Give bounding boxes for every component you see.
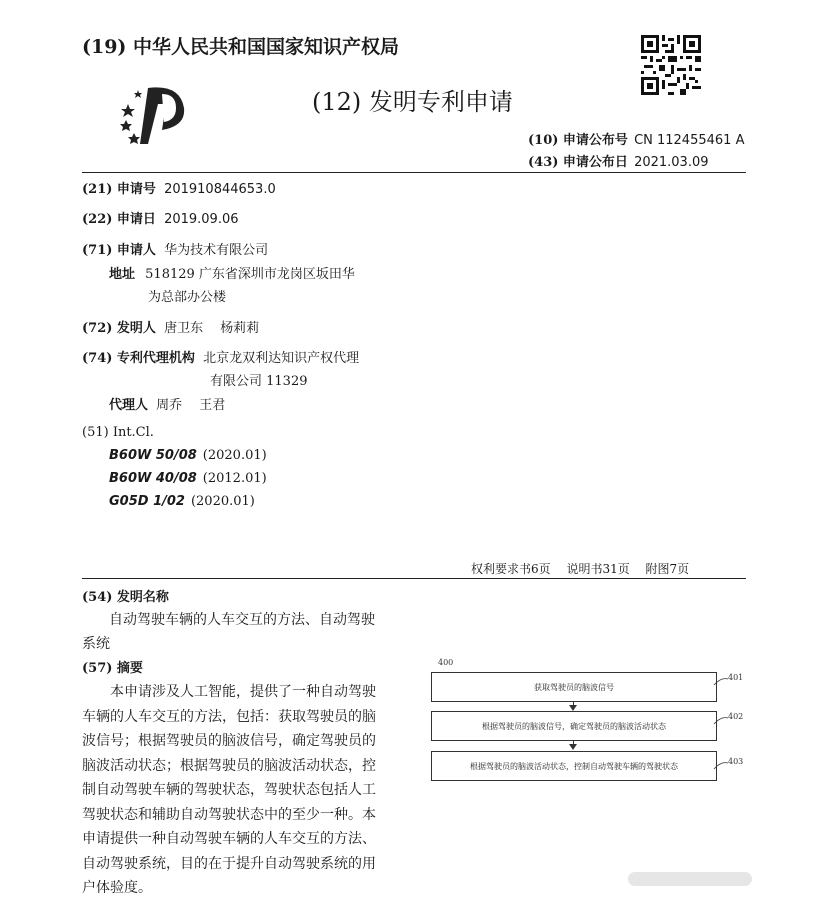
agent	[109, 394, 225, 413]
abstract-body	[82, 680, 412, 901]
publication-number	[528, 129, 744, 148]
ipc-classification	[109, 471, 267, 486]
leader-line	[713, 715, 729, 725]
publication-date-label: (43) 申请公布日	[528, 155, 628, 170]
document-type-title: (12) 发明专利申请	[312, 88, 513, 116]
abstract-line: 驾驶状态和辅助自动驾驶状态中的至少一种。本	[82, 806, 376, 823]
flow-step-number: 401	[728, 673, 744, 682]
ipc-version: (2020.01)	[190, 494, 255, 509]
ipc-code: B60W 40/08	[109, 471, 197, 486]
invention-title-label	[82, 586, 169, 605]
ipc-code: B60W 50/08	[109, 448, 197, 463]
leader-line	[713, 676, 729, 686]
flow-step-box	[431, 672, 717, 702]
flow-step-text: 根据驾驶员的脑波活动状态，控制自动驾驶车辆的驾驶状态	[470, 761, 678, 771]
agent-label: 代理人	[109, 398, 149, 413]
application-number	[82, 178, 276, 197]
publication-date	[528, 151, 709, 170]
patent-agency	[82, 347, 359, 366]
cnipa-emblem-logo	[118, 80, 192, 150]
issuing-office: (19) 中华人民共和国国家知识产权局	[82, 36, 400, 58]
address-line2: 为总部办公楼	[148, 290, 227, 305]
publication-number-label: (10) 申请公布号	[528, 133, 628, 148]
abstract-line: 申请提供一种自动驾驶车辆的人车交互的方法、	[82, 831, 376, 847]
patent-agency-label: (74) 专利代理机构	[82, 351, 195, 366]
flow-arrow	[569, 744, 577, 750]
pages-summary: 权利要求书6页 说明书31页 附图7页	[471, 562, 690, 576]
applicant-label: (71) 申请人	[82, 243, 156, 258]
abstract-line: 制自动驾驶车辆的驾驶状态，驾驶状态包括人工	[82, 782, 376, 798]
abstract-line: 波信号；根据驾驶员的脑波信号，确定驾驶员的	[82, 733, 376, 749]
publication-date-value: 2021.03.09	[634, 155, 709, 170]
invention-title-line2: 系统	[82, 636, 110, 652]
abstract-line: 脑波活动状态；根据驾驶员的脑波活动状态，控	[82, 757, 376, 774]
watermark-blur	[628, 872, 752, 886]
inventor	[82, 317, 259, 336]
applicant	[82, 239, 268, 258]
agent-value: 周乔 王君	[156, 398, 226, 413]
application-number-value: 201910844653.0	[164, 182, 276, 197]
address-line1: 518129 广东省深圳市龙岗区坂田华	[145, 267, 355, 282]
application-date-value: 2019.09.06	[164, 212, 239, 227]
abstract-line: 户体验度。	[82, 880, 152, 896]
ipc-classification	[109, 448, 267, 463]
qr-code	[641, 35, 701, 95]
summary-divider	[82, 578, 746, 579]
abstract-label-text: (57) 摘要	[82, 661, 143, 676]
inventor-label: (72) 发明人	[82, 321, 156, 336]
flow-step-number: 402	[728, 712, 744, 721]
header-divider	[82, 172, 746, 173]
abstract-line: 自动驾驶系统，目的在于提升自动驾驶系统的用	[82, 855, 376, 872]
patent-agency-line1: 北京龙双利达知识产权代理	[203, 351, 360, 366]
figure-number: 400	[438, 658, 454, 667]
flow-step-box	[431, 711, 717, 741]
abstract-line: 本申请涉及人工智能，提供了一种自动驾驶	[110, 684, 376, 700]
address	[109, 263, 355, 282]
application-date-label: (22) 申请日	[82, 212, 156, 227]
ipc-version: (2020.01)	[202, 448, 267, 463]
application-date	[82, 208, 239, 227]
flow-step-text: 根据驾驶员的脑波信号，确定驾驶员的脑波活动状态	[482, 721, 666, 731]
application-number-label: (21) 申请号	[82, 182, 156, 197]
publication-number-value: CN 112455461 A	[634, 133, 745, 148]
applicant-value: 华为技术有限公司	[164, 243, 269, 258]
leader-line	[713, 760, 729, 770]
flow-step-number: 403	[728, 757, 744, 766]
patent-agency-line2: 有限公司 11329	[210, 374, 308, 389]
abstract-line: 车辆的人车交互的方法，包括：获取驾驶员的脑	[82, 708, 376, 725]
int-cl-label: (51) Int.Cl.	[82, 425, 154, 440]
flow-step-text: 获取驾驶员的脑波信号	[534, 682, 614, 692]
flow-step-box	[431, 751, 717, 781]
ipc-classification	[109, 494, 255, 509]
invention-title-line1: 自动驾驶车辆的人车交互的方法、自动驾驶	[109, 612, 375, 628]
invention-title-label-text: (54) 发明名称	[82, 590, 169, 605]
ipc-code: G05D 1/02	[109, 494, 185, 509]
abstract-label	[82, 657, 143, 676]
address-label: 地址	[109, 267, 136, 282]
ipc-version: (2012.01)	[202, 471, 267, 486]
inventor-value: 唐卫东 杨莉莉	[164, 321, 260, 336]
